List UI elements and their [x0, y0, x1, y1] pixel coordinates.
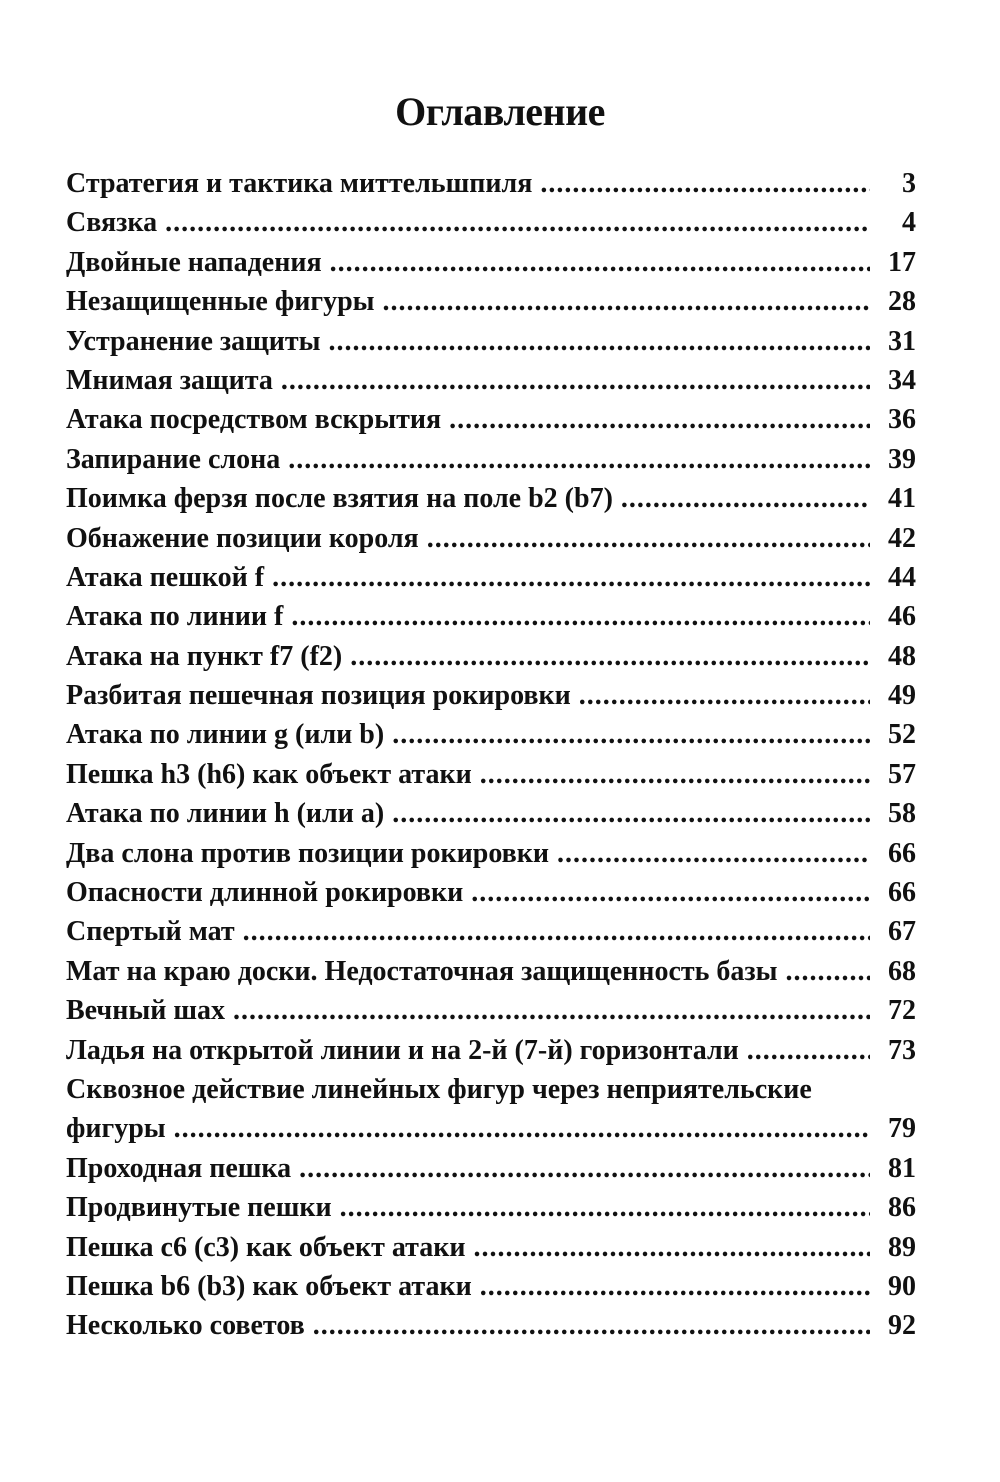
toc-entry-page: 44	[888, 561, 916, 593]
toc-entry-title: Атака пешкой f	[66, 561, 265, 593]
toc-entry	[66, 873, 916, 912]
toc-entry-page: 73	[888, 1034, 916, 1066]
leader-dots	[288, 440, 870, 479]
page-title: Оглавление	[395, 89, 605, 134]
toc-entry-page: 86	[888, 1192, 916, 1224]
leader-dots	[480, 755, 870, 794]
toc-entry-title: Проходная пешка	[66, 1152, 292, 1184]
toc-entry-page: 66	[888, 877, 916, 909]
toc-entry-title: Пешка h3 (h6) как объект атаки	[66, 758, 472, 790]
toc-entry	[66, 440, 916, 479]
leader-dots	[480, 1267, 870, 1306]
toc-entry-title-line1: Сквозное действие линейных фигур через неприятельские	[66, 1073, 812, 1105]
toc-entry-page: 81	[888, 1152, 916, 1184]
toc-entry	[66, 400, 916, 439]
toc-entry	[66, 834, 916, 873]
leader-dots	[383, 282, 870, 321]
toc-entry	[66, 1031, 916, 1070]
toc-entry-title: Атака по линии h (или a)	[66, 798, 385, 830]
toc-entry	[66, 322, 916, 361]
leader-dots	[340, 1188, 870, 1227]
toc-entry-title: Вечный шах	[66, 995, 225, 1027]
leader-dots	[392, 715, 870, 754]
toc-entry-page: 67	[888, 916, 916, 948]
toc-entry	[66, 676, 916, 715]
leader-dots	[427, 519, 870, 558]
toc-entry-page: 52	[888, 719, 916, 751]
toc-entry-title: Пешка b6 (b3) как объект атаки	[66, 1270, 472, 1302]
toc-entry-page: 28	[888, 286, 916, 318]
toc-entry	[66, 952, 916, 991]
toc-entry-title: Запирание слона	[66, 443, 281, 475]
toc-entry-title: Спертый мат	[66, 916, 235, 948]
toc-entry-page: 31	[888, 325, 916, 357]
leader-dots	[540, 164, 870, 203]
toc-entry-title: Атака на пункт f7 (f2)	[66, 640, 343, 672]
toc-entry	[66, 597, 916, 636]
leader-dots	[747, 1031, 870, 1070]
toc-entry	[66, 637, 916, 676]
toc-entry-title: Атака по линии g (или b)	[66, 719, 385, 751]
toc-entry-title: Атака посредством вскрытия	[66, 404, 442, 436]
toc-entry-title: Связка	[66, 207, 158, 239]
leader-dots	[281, 361, 870, 400]
toc-entry-title: Незащищенные фигуры	[66, 286, 375, 318]
toc-entry	[66, 1188, 916, 1227]
toc-entry-page: 4	[902, 207, 916, 239]
toc-entry-title: Мнимая защита	[66, 364, 273, 396]
toc-entry	[66, 991, 916, 1030]
leader-dots	[329, 322, 870, 361]
toc-entry-page: 68	[888, 955, 916, 987]
leader-dots	[557, 834, 870, 873]
leader-dots	[786, 952, 870, 991]
toc-entry-title: Несколько советов	[66, 1310, 305, 1342]
toc-entry-title: Устранение защиты	[66, 325, 321, 357]
toc-entry-page: 48	[888, 640, 916, 672]
toc-entry	[66, 361, 916, 400]
leader-dots	[233, 991, 870, 1030]
toc-entry-title: Мат на краю доски. Недостаточная защищенность базы	[66, 955, 778, 987]
toc-entry	[66, 164, 916, 203]
toc-entry	[66, 519, 916, 558]
leader-dots	[471, 873, 870, 912]
leader-dots	[291, 597, 870, 636]
toc-entry-title: Двойные нападения	[66, 246, 322, 278]
toc-entry	[66, 243, 916, 282]
toc-entry	[66, 1228, 916, 1267]
leader-dots	[449, 400, 870, 439]
toc-entry	[66, 282, 916, 321]
toc-entry-page: 41	[888, 483, 916, 515]
table-of-contents	[66, 164, 916, 1346]
leader-dots	[165, 203, 870, 242]
toc-entry-page: 17	[888, 246, 916, 278]
toc-entry-title: Стратегия и тактика миттельшпиля	[66, 168, 533, 199]
toc-entry	[66, 558, 916, 597]
toc-entry	[66, 794, 916, 833]
toc-entry-title: Продвинутые пешки	[66, 1192, 332, 1224]
toc-entry-title: Опасности длинной рокировки	[66, 877, 464, 909]
toc-entry-title: Атака по линии f	[66, 601, 284, 633]
toc-entry-title: Ладья на открытой линии и на 2-й (7-й) горизонтали	[66, 1034, 739, 1066]
toc-entry-page: 39	[888, 443, 916, 475]
toc-entry-title: Два слона против позиции рокировки	[66, 837, 550, 869]
toc-entry-page: 72	[888, 995, 916, 1027]
leader-dots	[621, 479, 870, 518]
toc-entry-page: 3	[902, 168, 916, 199]
leader-dots	[579, 676, 870, 715]
toc-entry	[66, 1267, 916, 1306]
toc-entry	[66, 912, 916, 951]
toc-entry-page: 92	[888, 1310, 916, 1342]
toc-entry-title: Поимка ферзя после взятия на поле b2 (b7)	[66, 483, 613, 515]
leader-dots	[330, 243, 870, 282]
toc-entry-title: фигуры	[66, 1113, 166, 1145]
toc-entry-title: Пешка с6 (с3) как объект атаки	[66, 1231, 466, 1263]
toc-entry	[66, 755, 916, 794]
toc-entry-page: 57	[888, 758, 916, 790]
toc-entry-title: Обнажение позиции короля	[66, 522, 419, 554]
toc-entry	[66, 1306, 916, 1345]
toc-entry	[66, 479, 916, 518]
toc-entry	[66, 203, 916, 242]
leader-dots	[473, 1228, 870, 1267]
toc-entry-page: 58	[888, 798, 916, 830]
toc-entry-page: 90	[888, 1270, 916, 1302]
toc-entry-page: 79	[888, 1113, 916, 1145]
toc-entry-page: 46	[888, 601, 916, 633]
toc-entry-page: 34	[888, 364, 916, 396]
leader-dots	[350, 637, 870, 676]
toc-entry	[66, 1109, 916, 1148]
toc-entry-title: Разбитая пешечная позиция рокировки	[66, 680, 571, 712]
leader-dots	[392, 794, 870, 833]
leader-dots	[272, 558, 870, 597]
toc-entry-page: 66	[888, 837, 916, 869]
leader-dots	[174, 1109, 870, 1148]
toc-entry-page: 49	[888, 680, 916, 712]
toc-entry-page: 36	[888, 404, 916, 436]
toc-entry	[66, 715, 916, 754]
leader-dots	[243, 912, 870, 951]
toc-entry-page: 42	[888, 522, 916, 554]
toc-entry-page: 89	[888, 1231, 916, 1263]
leader-dots	[299, 1149, 870, 1188]
leader-dots	[313, 1306, 870, 1345]
toc-entry	[66, 1149, 916, 1188]
